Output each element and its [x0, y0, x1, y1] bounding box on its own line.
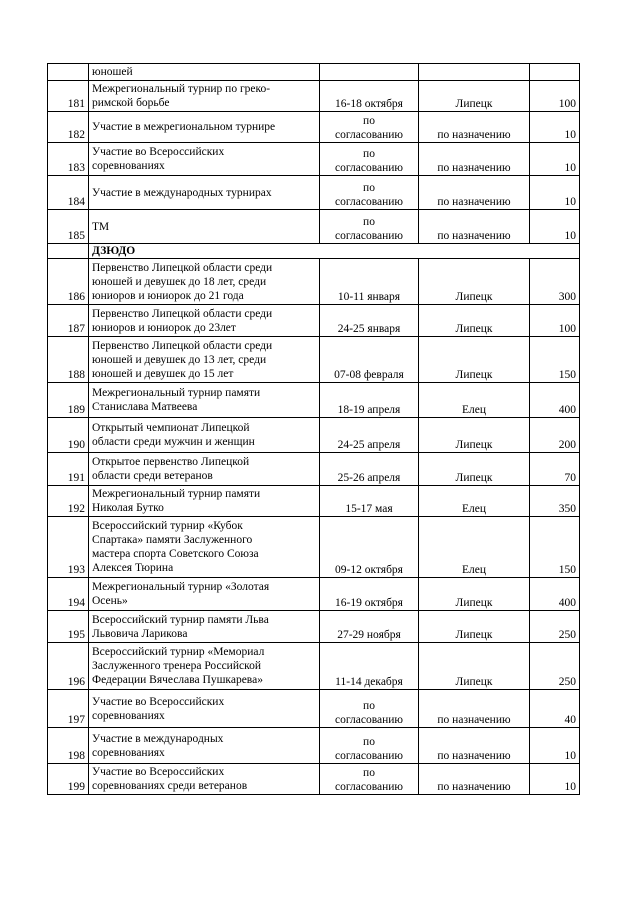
event-place-cell-text: по назначению — [437, 714, 511, 726]
event-date-cell-text: по согласованию — [335, 216, 403, 242]
table-row — [48, 578, 580, 611]
event-date-cell — [320, 643, 419, 690]
participant-count-cell-text: 100 — [558, 98, 576, 110]
event-place-cell — [419, 305, 530, 337]
participant-count-cell-text: 150 — [558, 564, 576, 576]
event-number-cell-text: 185 — [67, 230, 85, 242]
event-name-cell — [89, 418, 320, 453]
event-place-cell-text: по назначению — [437, 196, 511, 208]
table-row — [48, 453, 580, 486]
participant-count-cell — [530, 305, 580, 337]
event-date-cell — [320, 453, 419, 486]
participant-count-cell — [530, 728, 580, 764]
participant-count-cell-text: 100 — [558, 323, 576, 335]
participant-count-cell — [530, 486, 580, 517]
event-date-cell-text: по согласованию — [335, 700, 403, 726]
event-date-cell — [320, 112, 419, 143]
table-row — [48, 305, 580, 337]
event-place-cell — [419, 81, 530, 112]
table-row — [48, 64, 580, 81]
event-date-cell — [320, 578, 419, 611]
event-place-cell — [419, 690, 530, 728]
participant-count-cell — [530, 112, 580, 143]
event-number-cell — [48, 418, 89, 453]
event-name-cell — [89, 517, 320, 578]
event-place-cell — [419, 764, 530, 795]
event-place-cell-text: Липецк — [455, 472, 493, 484]
event-number-cell — [48, 578, 89, 611]
event-date-cell-text: 10-11 января — [337, 291, 401, 303]
event-place-cell — [419, 143, 530, 176]
event-date-cell-text: по согласованию — [335, 767, 403, 793]
event-place-cell-text: Липецк — [455, 323, 493, 335]
participant-count-cell — [530, 143, 580, 176]
event-place-cell — [419, 210, 530, 244]
event-name-cell — [89, 176, 320, 210]
participant-count-cell — [530, 690, 580, 728]
event-name-cell — [89, 81, 320, 112]
table-row — [48, 112, 580, 143]
participant-count-cell — [530, 81, 580, 112]
event-name-cell — [89, 305, 320, 337]
participant-count-cell — [530, 210, 580, 244]
participant-count-cell-text: 10 — [564, 196, 576, 208]
event-number-cell — [48, 453, 89, 486]
participant-count-cell-text: 40 — [564, 714, 576, 726]
event-name-cell — [89, 578, 320, 611]
participant-count-cell-text: 400 — [558, 597, 576, 609]
event-name-cell-text: Всероссийский турнир «Мемориал Заслуженного тренера Российской Федерации Вячеслава Пушкарева» — [92, 646, 265, 686]
participant-count-cell-text: 250 — [558, 629, 576, 641]
participant-count-cell — [530, 453, 580, 486]
event-number-cell — [48, 517, 89, 578]
event-place-cell-text: Елец — [461, 404, 487, 416]
event-number-cell — [48, 764, 89, 795]
event-place-cell — [419, 112, 530, 143]
event-name-cell — [89, 143, 320, 176]
event-place-cell — [419, 418, 530, 453]
event-name-cell — [89, 64, 320, 81]
event-name-cell — [89, 210, 320, 244]
event-number-cell — [48, 210, 89, 244]
participant-count-cell-text: 150 — [558, 369, 576, 381]
event-date-cell-text: 07-08 февраля — [334, 369, 404, 381]
event-number-cell-text: 197 — [67, 714, 85, 726]
event-place-cell-text: Липецк — [455, 98, 493, 110]
event-name-cell — [89, 112, 320, 143]
participant-count-cell — [530, 418, 580, 453]
event-date-cell-text: по согласованию — [335, 148, 403, 174]
event-date-cell-text: по согласованию — [335, 736, 403, 762]
table-row — [48, 383, 580, 418]
event-name-cell — [89, 337, 320, 383]
event-place-cell-text: Липецк — [455, 369, 493, 381]
event-place-cell — [419, 176, 530, 210]
event-number-cell — [48, 643, 89, 690]
event-date-cell-text: 24-25 января — [337, 323, 401, 335]
event-place-cell-text: по назначению — [437, 230, 511, 242]
event-date-cell-text: 24-25 апреля — [337, 439, 401, 451]
table-row — [48, 611, 580, 643]
event-place-cell-text: Липецк — [455, 439, 493, 451]
event-number-cell — [48, 81, 89, 112]
table-row — [48, 337, 580, 383]
event-number-cell-text: 194 — [67, 597, 85, 609]
event-place-cell-text: по назначению — [437, 750, 511, 762]
event-number-cell-text: 182 — [67, 129, 85, 141]
event-number-cell-text: 187 — [67, 323, 85, 335]
event-number-cell-text: 191 — [67, 472, 85, 484]
event-name-cell-text: Открытый чемпионат Липецкой области среди мужчин и женщин — [92, 422, 255, 448]
table-row — [48, 517, 580, 578]
event-place-cell — [419, 64, 530, 81]
event-name-cell — [89, 259, 320, 305]
event-date-cell — [320, 210, 419, 244]
participant-count-cell — [530, 383, 580, 418]
participant-count-cell-text: 10 — [564, 750, 576, 762]
table-row — [48, 143, 580, 176]
event-date-cell — [320, 418, 419, 453]
event-place-cell-text: Липецк — [455, 597, 493, 609]
event-place-cell-text: Липецк — [455, 676, 493, 688]
table-row — [48, 176, 580, 210]
event-number-cell-text: 181 — [67, 98, 85, 110]
event-name-cell — [89, 486, 320, 517]
event-place-cell — [419, 611, 530, 643]
event-number-cell — [48, 337, 89, 383]
event-name-cell — [89, 643, 320, 690]
participant-count-cell-text: 10 — [564, 162, 576, 174]
event-name-cell-text: Межрегиональный турнир по греко- римской борьбе — [92, 83, 271, 109]
event-date-cell — [320, 690, 419, 728]
event-date-cell — [320, 337, 419, 383]
event-number-cell-text: 196 — [67, 676, 85, 688]
event-name-cell-text: Открытое первенство Липецкой области среди ветеранов — [92, 456, 250, 482]
event-number-cell-text: 193 — [67, 564, 85, 576]
event-date-cell-text: 27-29 ноября — [337, 629, 401, 641]
event-date-cell — [320, 517, 419, 578]
event-date-cell — [320, 176, 419, 210]
participant-count-cell-text: 300 — [558, 291, 576, 303]
participant-count-cell — [530, 337, 580, 383]
event-name-cell-text: Межрегиональный турнир памяти Николая Бутко — [92, 488, 261, 514]
event-date-cell — [320, 611, 419, 643]
event-date-cell — [320, 486, 419, 517]
event-date-cell-text: по согласованию — [335, 115, 403, 141]
event-number-cell-text: 189 — [67, 404, 85, 416]
participant-count-cell-text: 10 — [564, 230, 576, 242]
event-name-cell-text: Участие во Всероссийских соревнованиях — [92, 695, 225, 722]
section-title: ДЗЮДО — [89, 244, 580, 259]
event-date-cell — [320, 64, 419, 81]
event-place-cell-text: по назначению — [437, 781, 511, 793]
event-date-cell — [320, 764, 419, 795]
event-name-cell — [89, 690, 320, 728]
event-name-cell — [89, 728, 320, 764]
event-number-cell — [48, 143, 89, 176]
event-number-cell — [48, 305, 89, 337]
event-number-cell-text: 186 — [67, 291, 85, 303]
event-number-cell — [48, 486, 89, 517]
event-name-cell-text: Первенство Липецкой области среди юношей и девушек до 13 лет, среди юношей и девушек до 15 лет — [92, 339, 273, 380]
event-date-cell-text: 25-26 апреля — [337, 472, 401, 484]
event-number-cell — [48, 690, 89, 728]
table-row — [48, 643, 580, 690]
participant-count-cell-text: 200 — [558, 439, 576, 451]
event-number-cell — [48, 611, 89, 643]
participant-count-cell — [530, 643, 580, 690]
participant-count-cell — [530, 259, 580, 305]
event-number-cell — [48, 383, 89, 418]
event-name-cell-text: Всероссийский турнир памяти Льва Львовича Ларикова — [92, 613, 269, 640]
event-name-cell-text: Всероссийский турнир «Кубок Спартака» памяти Заслуженного мастера спорта Советского Союза Алексея Тюрина — [92, 520, 259, 574]
table-row — [48, 690, 580, 728]
event-place-cell-text: Елец — [461, 564, 487, 576]
section-number-cell — [48, 244, 89, 259]
event-place-cell — [419, 578, 530, 611]
event-date-cell-text: 09-12 октября — [335, 564, 403, 576]
event-place-cell-text: по назначению — [437, 162, 511, 174]
event-number-cell — [48, 259, 89, 305]
event-date-cell — [320, 305, 419, 337]
event-date-cell — [320, 81, 419, 112]
event-name-cell-text: Межрегиональный турнир «Золотая Осень» — [92, 581, 270, 607]
event-number-cell — [48, 728, 89, 764]
table-row — [48, 81, 580, 112]
participant-count-cell — [530, 611, 580, 643]
event-name-cell-text: Участие в межрегиональном турнире — [92, 121, 276, 133]
event-place-cell — [419, 259, 530, 305]
participant-count-cell-text: 400 — [558, 404, 576, 416]
event-name-cell-text: юношей — [92, 66, 133, 78]
event-date-cell — [320, 259, 419, 305]
event-number-cell — [48, 64, 89, 81]
event-place-cell — [419, 486, 530, 517]
schedule-table-body — [48, 64, 580, 795]
participant-count-cell — [530, 517, 580, 578]
event-place-cell-text: Липецк — [455, 629, 493, 641]
participant-count-cell — [530, 578, 580, 611]
table-row — [48, 418, 580, 453]
participant-count-cell — [530, 64, 580, 81]
event-date-cell-text: 16-18 октября — [335, 98, 403, 110]
event-place-cell-text: по назначению — [437, 129, 511, 141]
event-number-cell-text: 183 — [67, 162, 85, 174]
table-row — [48, 210, 580, 244]
event-number-cell-text: 188 — [67, 369, 85, 381]
event-name-cell — [89, 611, 320, 643]
event-place-cell-text: Липецк — [455, 291, 493, 303]
participant-count-cell-text: 350 — [558, 503, 576, 515]
participant-count-cell-text: 10 — [564, 129, 576, 141]
event-number-cell-text: 199 — [67, 781, 85, 793]
event-number-cell-text: 195 — [67, 629, 85, 641]
table-row — [48, 259, 580, 305]
event-number-cell — [48, 176, 89, 210]
event-date-cell-text: 18-19 апреля — [337, 404, 401, 416]
event-place-cell — [419, 383, 530, 418]
event-date-cell — [320, 728, 419, 764]
event-number-cell-text: 190 — [67, 439, 85, 451]
event-name-cell-text: Участие в международных соревнованиях — [92, 732, 224, 759]
event-place-cell — [419, 453, 530, 486]
event-date-cell-text: 16-19 октября — [335, 597, 403, 609]
event-name-cell — [89, 453, 320, 486]
event-date-cell-text: 15-17 мая — [345, 503, 393, 515]
event-date-cell — [320, 143, 419, 176]
event-date-cell-text: 11-14 декабря — [335, 676, 403, 688]
participant-count-cell-text: 10 — [564, 781, 576, 793]
table-row — [48, 728, 580, 764]
schedule-table — [47, 63, 580, 795]
event-name-cell — [89, 383, 320, 418]
event-name-cell-text: ТМ — [92, 220, 110, 233]
event-number-cell-text: 184 — [67, 196, 85, 208]
event-name-cell-text: Межрегиональный турнир памяти Станислава Матвеева — [92, 387, 261, 413]
participant-count-cell — [530, 764, 580, 795]
event-place-cell — [419, 728, 530, 764]
event-place-cell — [419, 517, 530, 578]
participant-count-cell-text: 250 — [558, 676, 576, 688]
event-place-cell-text: Елец — [461, 503, 487, 515]
event-name-cell-text: Участие во Всероссийских соревнованиях среди ветеранов — [92, 766, 248, 792]
event-place-cell — [419, 643, 530, 690]
event-name-cell-text: Участие во Всероссийских соревнованиях — [92, 146, 225, 172]
participant-count-cell-text: 70 — [564, 472, 576, 484]
event-place-cell — [419, 337, 530, 383]
event-date-cell-text: по согласованию — [335, 182, 403, 208]
table-row — [48, 486, 580, 517]
table-row — [48, 764, 580, 795]
event-name-cell — [89, 764, 320, 795]
participant-count-cell — [530, 176, 580, 210]
event-name-cell-text: Первенство Липецкой области среди юношей и девушек до 18 лет, среди юниоров и юниорок до 21 года — [92, 261, 273, 302]
event-number-cell-text: 198 — [67, 750, 85, 762]
section-header-row — [48, 244, 580, 259]
event-number-cell — [48, 112, 89, 143]
event-name-cell-text: Участие в международных турнирах — [92, 186, 272, 199]
event-name-cell-text: Первенство Липецкой области среди юниоров и юниорок до 23лет — [92, 307, 273, 334]
event-number-cell-text: 192 — [67, 503, 85, 515]
event-date-cell — [320, 383, 419, 418]
